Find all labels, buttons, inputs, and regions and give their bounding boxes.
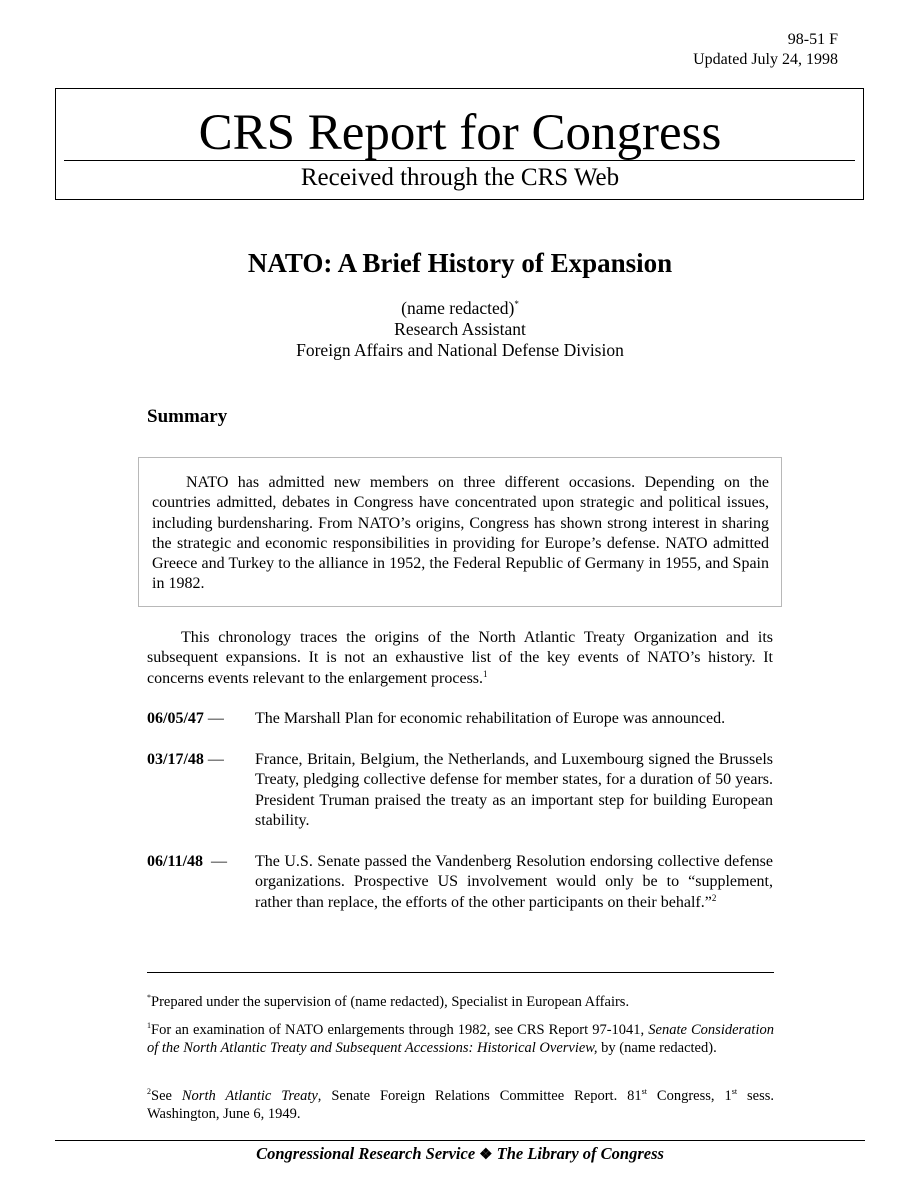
- intro-paragraph: [147, 628, 773, 689]
- diamond-icon: ❖: [479, 1147, 493, 1163]
- author-division: Foreign Affairs and National Defense Division: [296, 340, 624, 360]
- footer-rule: [55, 1140, 865, 1141]
- footnote-1: $^1$For an examination of NATO enlargements through 1982, see CRS Report 97-1041, Senate Consideration of the North Atlantic Treaty and Subsequent Accessions: Historical Overview, by (name redacted).: [147, 1021, 774, 1057]
- author-footnote-mark: *: [514, 299, 519, 309]
- author-name: (name redacted): [401, 298, 515, 318]
- chronology-entry: [147, 750, 773, 831]
- entry-text: France, Britain, Belgium, the Netherlands, and Luxembourg signed the Brussels Treaty, pledging collective defense for member states, for a duration of 50 years. President Truman praised the treaty as an important step for building European stability.: [255, 751, 773, 829]
- summary-heading: Summary: [147, 406, 228, 427]
- chronology-entry: [147, 709, 773, 729]
- banner-rule: [64, 160, 855, 161]
- summary-text: NATO has admitted new members on three different occasions. Depending on the countries admitted, debates in Congress have concentrated upon strategic and political issues, including burdensharing. From NATO’s origins, Congress has shown strong interest in sharing the strategic and economic responsibilities in providing for Europe’s defense. NATO admitted Greece and Turkey to the alliance in 1952, the Federal Republic of Germany in 1955, and Spain in 1982.: [152, 474, 769, 593]
- intro-footnote-mark: 1: [483, 668, 488, 679]
- footer-line: [0, 1143, 920, 1166]
- entry-date: 06/05/47 —: [147, 710, 224, 727]
- author-role: Research Assistant: [394, 319, 526, 339]
- footer-right: The Library of Congress: [496, 1144, 664, 1163]
- document-title: NATO: A Brief History of Expansion: [247, 248, 673, 278]
- chronology-entry: [147, 852, 773, 913]
- footnote-star: *Prepared under the supervision of (name redacted), Specialist in European Affairs.: [147, 993, 630, 1010]
- footnote-rule: [147, 972, 774, 973]
- report-number: 98-51 F: [787, 31, 838, 48]
- intro-text: This chronology traces the origins of the North Atlantic Treaty Organization and its subsequent expansions. It is not an exhaustive list of the key events of NATO’s history. It concerns events relevant to the enlargement process.: [147, 629, 773, 687]
- footnote-2: $^2$See North Atlantic Treaty, Senate Foreign Relations Committee Report. 81st Congress, 1st sess. Washington, June 6, 1949.: [147, 1087, 774, 1123]
- updated-date: Updated July 24, 1998: [693, 51, 838, 68]
- entry-text: The Marshall Plan for economic rehabilitation of Europe was announced.: [255, 710, 726, 727]
- footer-left: Congressional Research Service: [256, 1144, 476, 1163]
- entry-text: The U.S. Senate passed the Vandenberg Resolution endorsing collective defense organizations. Prospective US involvement would only be to “supplement, rather than replace, the efforts of the other participants on their behalf.”$^2$: [255, 853, 773, 911]
- entry-date: 06/11/48 —: [147, 853, 228, 870]
- entry-footnote-mark: 2: [711, 892, 717, 903]
- banner-title: CRS Report for Congress: [198, 105, 722, 161]
- author-block: [0, 298, 920, 361]
- banner-subtitle: Received through the CRS Web: [300, 164, 620, 191]
- report-number-block: [693, 30, 838, 70]
- entry-date: 03/17/48 —: [147, 751, 224, 768]
